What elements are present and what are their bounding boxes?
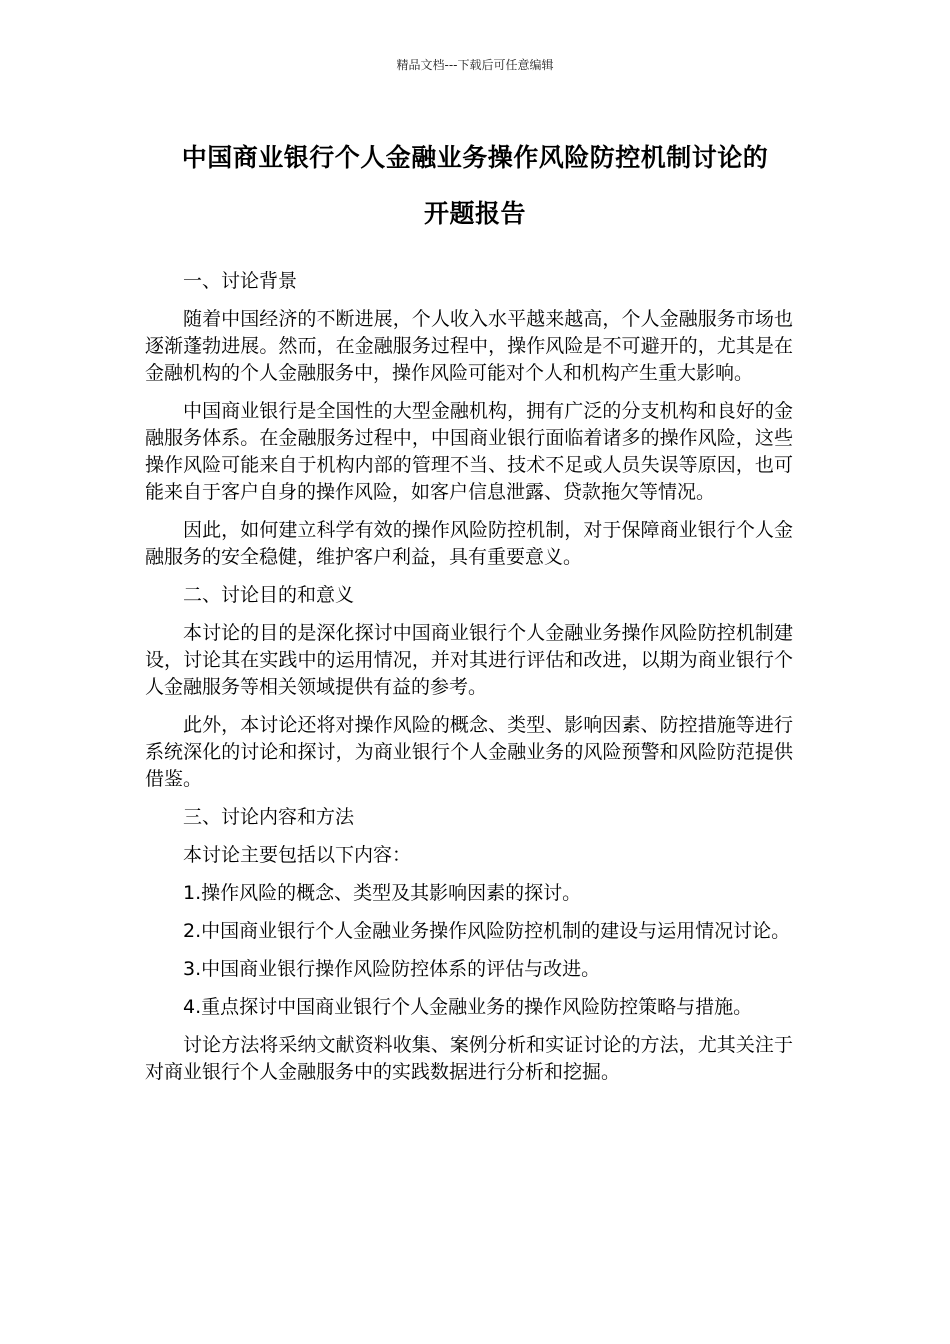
paragraph: 因此，如何建立科学有效的操作风险防控机制，对于保障商业银行个人金融服务的安全稳健，维护客户利益，具有重要意义。: [145, 519, 793, 568]
title-line-1: 中国商业银行个人金融业务操作风险防控机制讨论的: [181, 143, 769, 172]
list-item: 4.重点探讨中国商业银行个人金融业务的操作风险防控策略与措施。: [183, 996, 753, 1018]
page-header-note: 精品文档---下载后可任意编辑: [396, 58, 554, 72]
document-title: [100, 130, 850, 242]
paragraph: 本讨论的目的是深化探讨中国商业银行个人金融业务操作风险防控机制建设，讨论其在实践中的运用情况，并对其进行评估和改进，以期为商业银行个人金融服务等相关领域提供有益的参考。: [145, 622, 793, 698]
paragraph: 中国商业银行是全国性的大型金融机构，拥有广泛的分支机构和良好的金融服务体系。在金融服务过程中，中国商业银行面临着诸多的操作风险，这些操作风险可能来自于机构内部的管理不当、技术不足或人员失误等原因，也可能来自于客户自身的操作风险，如客户信息泄露、贷款拖欠等情况。: [145, 400, 793, 503]
section-heading-content-methods: 三、讨论内容和方法: [183, 806, 355, 828]
list-item: 2.中国商业银行个人金融业务操作风险防控机制的建设与运用情况讨论。: [183, 920, 791, 942]
document-body: [145, 268, 793, 1097]
list-item: 3.中国商业银行操作风险防控体系的评估与改进。: [183, 958, 601, 980]
section-heading-purpose: 二、讨论目的和意义: [183, 584, 355, 606]
title-line-2: 开题报告: [423, 199, 526, 228]
section-heading-background: 一、讨论背景: [183, 270, 298, 292]
paragraph: 此外，本讨论还将对操作风险的概念、类型、影响因素、防控措施等进行系统深化的讨论和探讨，为商业银行个人金融业务的风险预警和风险防范提供借鉴。: [145, 714, 793, 790]
paragraph: 本讨论主要包括以下内容：: [183, 844, 412, 866]
paragraph: 讨论方法将采纳文献资料收集、案例分析和实证讨论的方法，尤其关注于对商业银行个人金融服务中的实践数据进行分析和挖掘。: [145, 1034, 793, 1083]
list-item: 1.操作风险的概念、类型及其影响因素的探讨。: [183, 882, 582, 904]
paragraph: 随着中国经济的不断进展，个人收入水平越来越高，个人金融服务市场也逐渐蓬勃进展。然而，在金融服务过程中，操作风险是不可避开的，尤其是在金融机构的个人金融服务中，操作风险可能对个人和机构产生重大影响。: [145, 308, 793, 384]
